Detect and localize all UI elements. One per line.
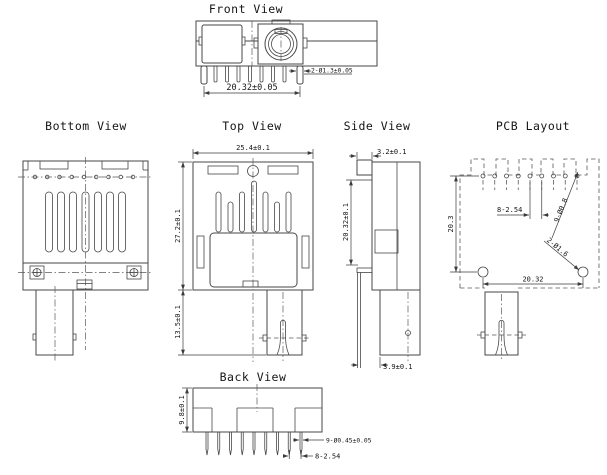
pcb-mount-holes-label: 2-Ø1.6 [545,236,570,259]
back-pin-dia-label: 9-Ø0.45±0.05 [326,437,372,445]
side-tab-width-label: 3.2±0.1 [377,148,407,156]
front-modular-port [199,25,245,63]
pcb-pin-pitch-label: 8-2.54 [497,206,523,214]
bottom-view-title: Bottom View [45,119,127,133]
bottom-view [18,119,152,362]
side-dim-height [342,180,372,265]
front-mount-pins-label: 2-Ø1.3±0.05 [311,67,353,75]
top-body-height-label: 27.2±0.1 [174,209,182,243]
back-dim-pin-pitch [283,450,340,461]
side-latch [380,290,420,361]
pcb-dim-mount-holes [544,236,579,270]
side-dim-tab-width [349,148,407,159]
pcb-footprint-outline [460,159,599,288]
pcb-dim-pin-pitch [497,182,549,219]
side-view-title: Side View [343,119,411,133]
back-dim-height [178,388,192,432]
pcb-pin-holes-label: 9-Ø0.8 [552,197,570,224]
front-dim-pin-span [204,83,300,97]
front-pins [201,66,303,84]
top-view-title: Top View [222,119,282,133]
top-vent-slots [216,181,291,232]
top-body-outline [193,158,313,362]
pcb-layout-title: PCB Layout [495,119,571,133]
bottom-body-outline [18,157,152,350]
front-circular-jack [254,20,307,64]
side-body-outline [357,160,420,368]
top-view [174,119,313,362]
front-view-title: Front View [208,2,284,16]
back-view [178,370,372,461]
back-view-title: Back View [219,370,287,384]
pcb-layout-view [447,119,599,361]
pcb-height-label: 20.3 [447,215,455,233]
bottom-flange [18,263,152,289]
front-dim-mount-pins [289,67,353,75]
back-pins [206,432,302,455]
back-height-label: 9.8±0.1 [178,395,186,425]
top-dim-latch-height [174,290,266,355]
front-view [196,2,377,97]
pcb-dim-height [447,176,479,272]
front-pin-span-label: 20.32±0.05 [226,83,278,93]
top-latch [259,290,310,361]
top-width-label: 25.4±0.1 [236,144,270,152]
back-pin-pitch-label: 8-2.54 [315,452,341,461]
pcb-width-label: 20.32 [522,275,544,284]
top-dim-width [193,144,313,159]
side-height-label: 20.32±0.1 [342,203,350,241]
back-dim-pin-dia [293,437,372,445]
pcb-latch-outline [477,292,526,361]
top-dim-body-height [174,162,192,290]
bottom-latch-boss [33,286,76,362]
back-body-outline [193,384,322,432]
pcb-dim-width [483,276,583,289]
side-view [342,119,420,371]
top-latch-height-label: 13.5±0.1 [174,305,182,339]
side-pin-offset-label: 3.9±0.1 [383,363,413,371]
